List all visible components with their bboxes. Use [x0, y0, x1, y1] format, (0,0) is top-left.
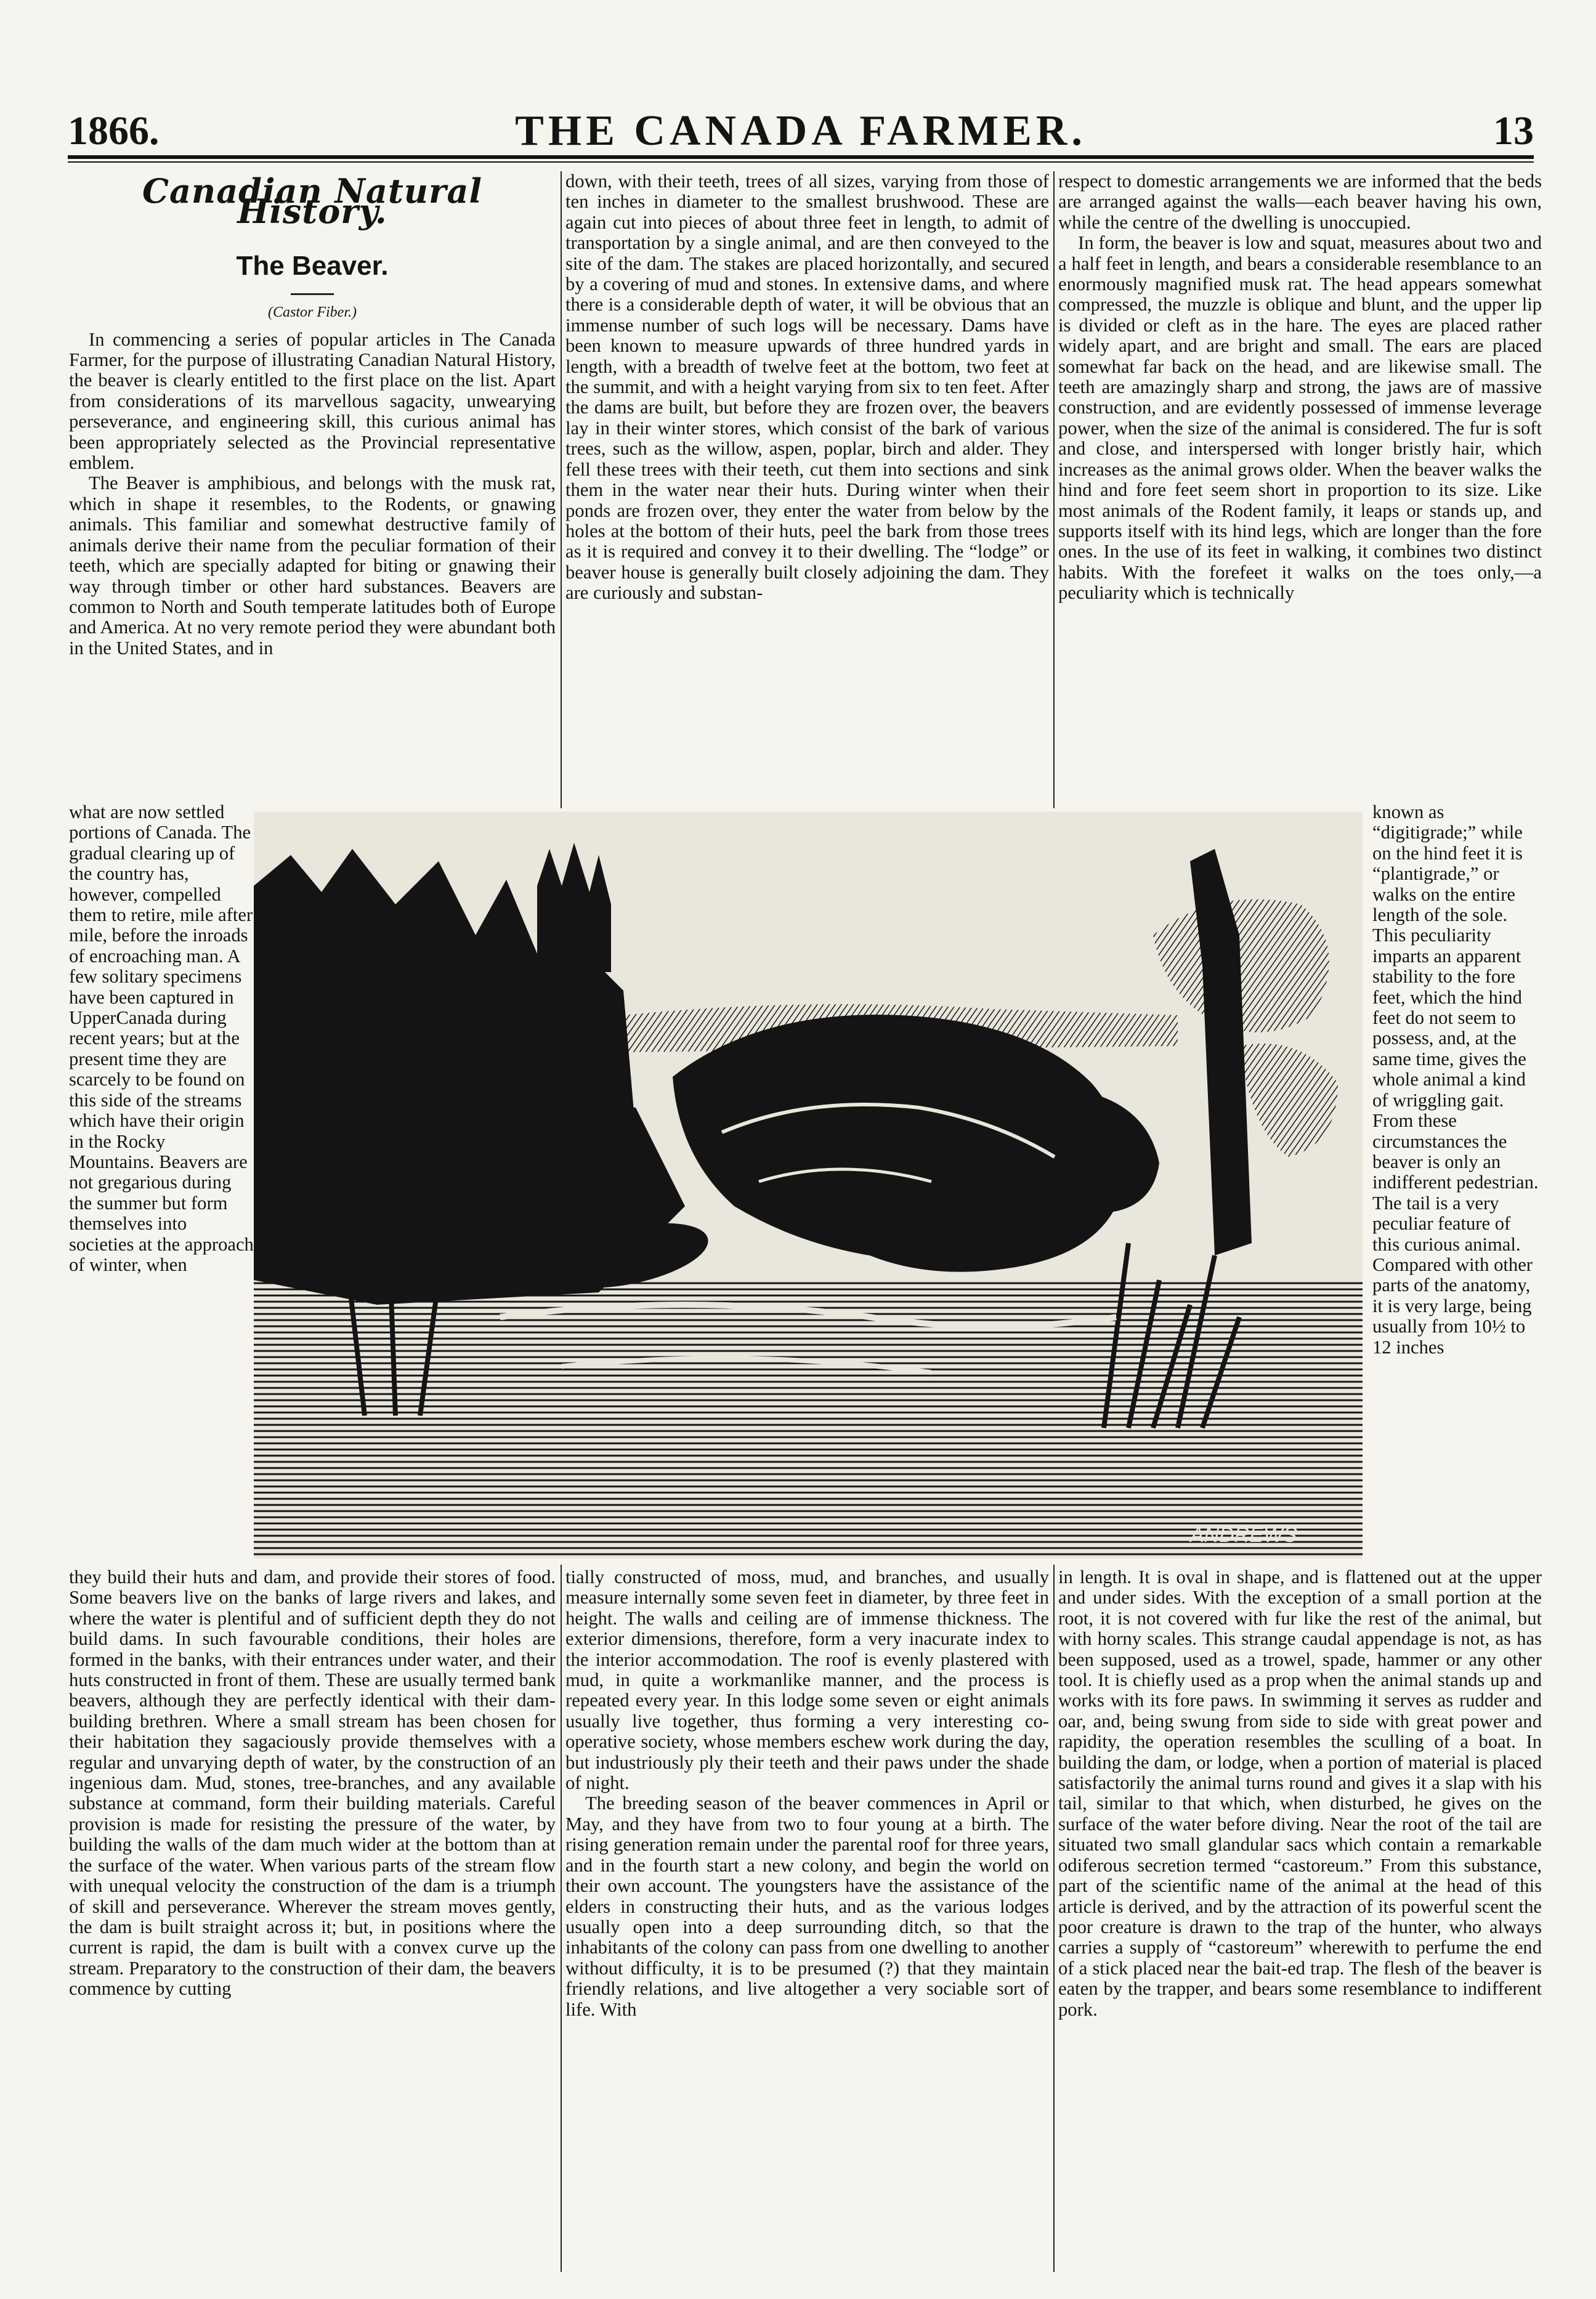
paragraph: The breeding season of the beaver commences in April or May, and they have from two to four young at a birth. The rising generation remain under the parental roof for three years, and in the fourth start a new colony, and begin the world on their own account. The youngsters have the assistance of the elders in constructing their huts, and as the various lodges usually open into a deep surrounding ditch, so that the inhabitants of the colony can pass from one dwelling to another without difficulty, it is to be presumed (?) that they maintain friendly relations, and live altogether a very sociable sort of life. With	[565, 1793, 1049, 2020]
paragraph: they build their huts and dam, and provide their stores of food. Some beavers live on the banks of large rivers and lakes, and where the water is plentiful and of sufficient depth they do not build dams. In such favourable conditions, their holes are formed in the banks, with their entrances under water, and their huts constructed in front of them. These are usually termed bank beavers, although they are perfectly identical with their dam-building brethren. Where a small stream has been chosen for their habitation they sagaciously provide themselves with a regular and unvarying depth of water, by the construction of an ingenious dam. Mud, stones, tree-branches, and any available substance at command, form their building materials. Careful provision is made for resisting the pressure of the water, by building the walls of the dam much wider at the bottom than at the surface of the water. When various parts of the stream flow with unequal velocity the construction of the dam is a triumph of skill and perseverance. Wherever the stream moves gently, the dam is built straight across it; but, in positions where the current is rapid, the dam is built with a convex curve up the stream. Preparatory to the construction of their dam, the beavers commence by cutting	[69, 1567, 556, 2000]
column-3-top	[1058, 171, 1542, 604]
article-subtitle: (Castor Fiber.)	[268, 304, 357, 321]
paragraph: in length. It is oval in shape, and is flattened out at the upper and under sides. With the exception of a small portion at the root, it is not covered with fur like the rest of the animal, but with horny scales. This strange caudal appendage is not, as has been supposed, used as a trowel, spade, hammer or any other tool. It is chiefly used as a prop when the animal stands up and works with its fore paws. In swimming it serves as rudder and oar, and, being swung from side to side with great power and rapidity, the operation resembles the sculling of a boat. In building the dam, or lodge, when a portion of material is placed satisfactorily the animal turns round and gives it a slap with his tail, similar to that which, when disturbed, he gives on the surface of the water before diving. Near the root of the tail are situated two small glandular sacs which contain a remarkable odiferous secretion termed “castoreum.” From this substance, part of the scientific name of the animal at the head of this article is derived, and by the attraction of its powerful scent the poor creature is drawn to the trap of the hunter, who always carries a supply of “castoreum” wherewith to perfume the end of a stick placed near the bait-ed trap. The flesh of the beaver is eaten by the trapper, and bears some resemblance to indifferent pork.	[1058, 1567, 1542, 2020]
masthead	[68, 103, 1534, 159]
section-heading: Canadian Natural History.	[142, 171, 483, 232]
column-1-bottom	[69, 1567, 556, 2000]
column-rule-2-bottom	[1053, 1565, 1055, 2272]
engraver-signature: ANDREWS	[1190, 1523, 1297, 1547]
publication-title: THE CANADA FARMER.	[515, 107, 1087, 155]
paragraph: In commencing a series of popular articles in The Canada Farmer, for the purpose of illustrating Canadian Natural History, the beaver is clearly entitled to the first place on the list. Apart from considerations of its marvellous sagacity, unwearying perseverance, and engineering skill, this curious animal has been appropriately selected as the Provincial representative emblem.	[69, 328, 556, 474]
paragraph: tially constructed of moss, mud, and branches, and usually measure internally some seven feet in diameter, by three feet in height. The walls and ceiling are of immense thickness. The exterior dimensions, therefore, form a very inacurate index to the interior accommodation. The roof is evenly plastered with mud, in quite a workmanlike manner, and the process is repeated every year. In this lodge some seven or eight animals usually live together, thus forming a very interesting co-operative society, whose members eschew work during the day, but industriously ply their teeth and their paws under the shade of night.	[565, 1567, 1049, 1794]
paragraph: In form, the beaver is low and squat, measures about two and a half feet in length, and bears a considerable resemblance to an enormously magnified musk rat. The head appears somewhat compressed, the muzzle is oblique and blunt, and the upper lip is divided or cleft as in the hare. The eyes are placed rather widely apart, and are bright and small. The ears are placed somewhat far back on the head, and are likewise small. The teeth are amazingly sharp and strong, the jaws are of massive construction, and are evidently possessed of immense leverage power, when the size of the animal is considered. The fur is soft and close, and interspersed with longer bristly hair, which increases as the animal grows older. When the beaver walks the hind and fore feet seem short in proportion to its size. Like most animals of the Rodent family, it leaps or stands up, and supports itself with its hind legs, which are longer than the fore ones. In the use of its feet in walking, it combines two distinct habits. With the forefeet it walks on the toes only,—a peculiarity which is technically	[1058, 232, 1542, 604]
column-2-top	[565, 171, 1049, 604]
column-1-top	[69, 171, 556, 659]
column-3-bottom	[1058, 1567, 1542, 2020]
article-title: The Beaver.	[236, 250, 389, 281]
issue-year: 1866.	[68, 108, 160, 153]
column-rule-2-top	[1053, 171, 1055, 808]
beaver-engraving	[254, 812, 1363, 1559]
water	[254, 1280, 1363, 1559]
column-3-wrap	[1372, 802, 1542, 1358]
title-rule	[291, 293, 334, 295]
paragraph: known as “digitigrade;” while on the hind feet it is “plantigrade,” or walks on the entire length of the sole. This peculiarity imparts an apparent stability to the fore feet, which the hind feet do not seem to possess, and, at the same time, gives the whole animal a kind of wriggling gait. From these circumstances the beaver is only an indifferent pedestrian. The tail is a very peculiar feature of this curious animal. Compared with other parts of the anatomy, it is very large, being usually from 10½ to 12 inches	[1372, 801, 1539, 1358]
paragraph: what are now settled portions of Canada. The gradual clearing up of the country has, however, compelled them to retire, mile after mile, before the inroads of encroaching man. A few solitary specimens have been captured in UpperCanada during recent years; but at the present time they are scarcely to be found on this side of the streams which have their origin in the Rocky Mountains. Beavers are not gregarious during the summer but form themselves into societies at the approach of winter, when	[69, 801, 254, 1275]
paragraph: down, with their teeth, trees of all sizes, varying from those of ten inches in diameter to the smallest brushwood. These are again cut into pieces of about three feet in length, to admit of transportation by a single animal, and are then conveyed to the site of the dam. The stakes are placed horizontally, and secured by a covering of mud and stones. In extensive dams, and where there is a considerable depth of water, it will be obvious that an immense number of such logs will be necessary. Dams have been known to measure upwards of three hundred yards in length, with a breadth of twelve feet at the bottom, two feet at the summit, and with a height varying from six to ten feet. After the dams are built, but before they are frozen over, the beavers lay in their winter stores, which consist of the bark of various trees, such as the willow, aspen, poplar, birch and alder. They fell these trees with their teeth, cut them into sections and sink them in the water near their huts. During winter when their ponds are frozen over, they enter the water from below by the holes at the bottom of their huts, peel the bark from those trees as it is required and convey it to their dwelling. The “lodge” or beaver house is generally built closely adjoining the dam. They are curiously and substan-	[565, 171, 1049, 604]
paragraph: The Beaver is amphibious, and belongs with the musk rat, which in shape it resembles, to the Rodents, or gnawing animals. This familiar and somewhat destructive family of animals derive their name from the peculiar formation of their teeth, which are specially adapted for biting or gnawing their way through timber or other hard substances. Beavers are common to North and South temperate latitudes both of Europe and America. At no very remote period they were abundant both in the United States, and in	[69, 472, 556, 659]
pine-trees	[537, 843, 611, 972]
column-1-wrap	[69, 802, 254, 1275]
page-number: 13	[1493, 108, 1534, 153]
paragraph: respect to domestic arrangements we are informed that the beds are arranged against the walls—each beaver having his own, while the centre of the dwelling is unoccupied.	[1058, 171, 1542, 233]
column-rule-1-bottom	[561, 1565, 562, 2272]
column-rule-1-top	[561, 171, 562, 808]
column-2-bottom	[565, 1567, 1049, 2020]
masthead-rule-thin	[68, 161, 1534, 163]
masthead-rule-thick	[68, 155, 1534, 159]
